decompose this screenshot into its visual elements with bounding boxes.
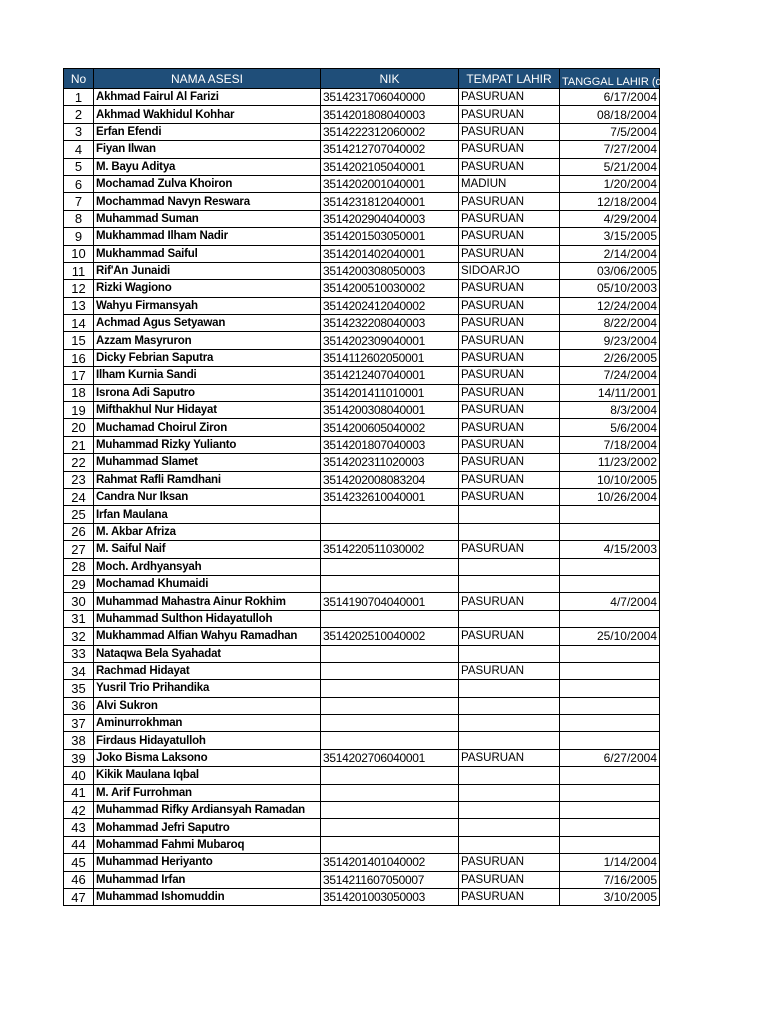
- table-row: [64, 123, 660, 140]
- cell-date: 5/6/2004: [560, 419, 660, 436]
- cell-no: 36: [64, 697, 94, 714]
- cell-name: Mukhammad Saiful: [94, 245, 321, 262]
- cell-place: [459, 715, 560, 732]
- cell-place: PASURUAN: [459, 402, 560, 419]
- cell-date: [560, 767, 660, 784]
- cell-nik: 3514201503050001: [321, 228, 459, 245]
- cell-name: Mohammad Fahmi Mubaroq: [94, 836, 321, 853]
- cell-no: 15: [64, 332, 94, 349]
- cell-no: 26: [64, 523, 94, 540]
- cell-no: 35: [64, 680, 94, 697]
- cell-date: [560, 662, 660, 679]
- header-date: TANGGAL LAHIR (dd/mm/yyyy): [560, 69, 660, 89]
- table-row: [64, 106, 660, 123]
- cell-nik: [321, 819, 459, 836]
- cell-date: [560, 523, 660, 540]
- cell-date: [560, 575, 660, 592]
- cell-date: 3/10/2005: [560, 888, 660, 905]
- cell-date: 4/7/2004: [560, 593, 660, 610]
- cell-place: PASURUAN: [459, 193, 560, 210]
- cell-place: PASURUAN: [459, 854, 560, 871]
- cell-no: 31: [64, 610, 94, 627]
- cell-place: PASURUAN: [459, 662, 560, 679]
- cell-no: 8: [64, 210, 94, 227]
- cell-place: PASURUAN: [459, 541, 560, 558]
- cell-place: PASURUAN: [459, 384, 560, 401]
- cell-date: 3/15/2005: [560, 228, 660, 245]
- cell-date: 11/23/2002: [560, 454, 660, 471]
- table-row: [64, 471, 660, 488]
- table-row: [64, 558, 660, 575]
- table-row: [64, 262, 660, 279]
- cell-no: 29: [64, 575, 94, 592]
- cell-name: Dicky Febrian Saputra: [94, 349, 321, 366]
- cell-nik: 3514212407040001: [321, 367, 459, 384]
- cell-no: 20: [64, 419, 94, 436]
- cell-name: Muhammad Irfan: [94, 871, 321, 888]
- cell-place: PASURUAN: [459, 280, 560, 297]
- cell-no: 5: [64, 158, 94, 175]
- cell-no: 7: [64, 193, 94, 210]
- cell-place: PASURUAN: [459, 749, 560, 766]
- cell-date: 7/24/2004: [560, 367, 660, 384]
- cell-name: Achmad Agus Setyawan: [94, 315, 321, 332]
- cell-nik: 3514202309040001: [321, 332, 459, 349]
- cell-name: Wahyu Firmansyah: [94, 297, 321, 314]
- cell-no: 33: [64, 645, 94, 662]
- cell-place: PASURUAN: [459, 454, 560, 471]
- cell-place: [459, 697, 560, 714]
- cell-place: PASURUAN: [459, 106, 560, 123]
- cell-no: 12: [64, 280, 94, 297]
- cell-nik: [321, 645, 459, 662]
- cell-date: [560, 558, 660, 575]
- cell-name: Mochammad Navyn Reswara: [94, 193, 321, 210]
- table-row: [64, 854, 660, 871]
- table-row: [64, 315, 660, 332]
- cell-date: 05/10/2003: [560, 280, 660, 297]
- cell-name: Yusril Trio Prihandika: [94, 680, 321, 697]
- cell-name: M. Saiful Naif: [94, 541, 321, 558]
- cell-date: 14/11/2001: [560, 384, 660, 401]
- cell-date: 4/15/2003: [560, 541, 660, 558]
- cell-place: PASURUAN: [459, 123, 560, 140]
- cell-place: PASURUAN: [459, 315, 560, 332]
- cell-date: 08/18/2004: [560, 106, 660, 123]
- table-row: [64, 384, 660, 401]
- cell-place: PASURUAN: [459, 871, 560, 888]
- cell-no: 25: [64, 506, 94, 523]
- cell-no: 4: [64, 141, 94, 158]
- cell-name: Akhmad Fairul Al Farizi: [94, 89, 321, 106]
- cell-no: 18: [64, 384, 94, 401]
- cell-no: 41: [64, 784, 94, 801]
- cell-place: [459, 610, 560, 627]
- cell-no: 30: [64, 593, 94, 610]
- cell-date: 8/22/2004: [560, 315, 660, 332]
- cell-place: PASURUAN: [459, 158, 560, 175]
- table-row: [64, 680, 660, 697]
- cell-date: [560, 680, 660, 697]
- cell-nik: 3514201003050003: [321, 888, 459, 905]
- cell-no: 32: [64, 628, 94, 645]
- cell-date: 6/17/2004: [560, 89, 660, 106]
- cell-nik: [321, 558, 459, 575]
- cell-date: 7/27/2004: [560, 141, 660, 158]
- cell-name: M. Akbar Afriza: [94, 523, 321, 540]
- cell-place: PASURUAN: [459, 210, 560, 227]
- cell-name: Muhammad Suman: [94, 210, 321, 227]
- cell-no: 14: [64, 315, 94, 332]
- cell-nik: 3514201808040003: [321, 106, 459, 123]
- table-row: [64, 506, 660, 523]
- cell-date: [560, 697, 660, 714]
- cell-name: Rahmat Rafli Ramdhani: [94, 471, 321, 488]
- table-row: [64, 141, 660, 158]
- cell-nik: 3514231812040001: [321, 193, 459, 210]
- cell-place: PASURUAN: [459, 349, 560, 366]
- cell-date: [560, 506, 660, 523]
- cell-no: 37: [64, 715, 94, 732]
- cell-name: Fiyan Ilwan: [94, 141, 321, 158]
- table-row: [64, 488, 660, 505]
- cell-nik: 3514202311020003: [321, 454, 459, 471]
- cell-date: 10/26/2004: [560, 488, 660, 505]
- cell-date: 12/24/2004: [560, 297, 660, 314]
- table-body: [64, 89, 660, 906]
- table-row: [64, 593, 660, 610]
- cell-nik: 3514201401040002: [321, 854, 459, 871]
- cell-no: 28: [64, 558, 94, 575]
- cell-nik: 3514232208040003: [321, 315, 459, 332]
- cell-name: Mohammad Jefri Saputro: [94, 819, 321, 836]
- cell-place: PASURUAN: [459, 228, 560, 245]
- cell-name: Muhammad Rizky Yulianto: [94, 436, 321, 453]
- cell-nik: [321, 506, 459, 523]
- cell-date: [560, 784, 660, 801]
- cell-date: [560, 802, 660, 819]
- table-row: [64, 888, 660, 905]
- cell-name: Mochamad Zulva Khoiron: [94, 175, 321, 192]
- table-row: [64, 228, 660, 245]
- cell-nik: [321, 784, 459, 801]
- cell-no: 13: [64, 297, 94, 314]
- cell-date: 5/21/2004: [560, 158, 660, 175]
- cell-no: 45: [64, 854, 94, 871]
- cell-no: 10: [64, 245, 94, 262]
- cell-no: 6: [64, 175, 94, 192]
- cell-nik: 3514202706040001: [321, 749, 459, 766]
- cell-no: 21: [64, 436, 94, 453]
- table-row: [64, 715, 660, 732]
- cell-name: Mukhammad Ilham Nadir: [94, 228, 321, 245]
- cell-name: Rachmad Hidayat: [94, 662, 321, 679]
- cell-nik: [321, 802, 459, 819]
- table-row: [64, 628, 660, 645]
- cell-no: 39: [64, 749, 94, 766]
- cell-place: PASURUAN: [459, 593, 560, 610]
- cell-no: 17: [64, 367, 94, 384]
- cell-place: PASURUAN: [459, 89, 560, 106]
- cell-date: 7/5/2004: [560, 123, 660, 140]
- cell-place: [459, 506, 560, 523]
- cell-no: 24: [64, 488, 94, 505]
- cell-place: [459, 732, 560, 749]
- cell-date: 7/16/2005: [560, 871, 660, 888]
- cell-date: 03/06/2005: [560, 262, 660, 279]
- cell-no: 23: [64, 471, 94, 488]
- cell-name: Muhammad Ishomuddin: [94, 888, 321, 905]
- header-place: TEMPAT LAHIR: [459, 69, 560, 89]
- cell-name: Akhmad Wakhidul Kohhar: [94, 106, 321, 123]
- cell-nik: 3514211607050007: [321, 871, 459, 888]
- table-row: [64, 645, 660, 662]
- cell-name: Alvi Sukron: [94, 697, 321, 714]
- cell-date: 7/18/2004: [560, 436, 660, 453]
- cell-name: Isrona Adi Saputro: [94, 384, 321, 401]
- table-row: [64, 245, 660, 262]
- cell-name: Nataqwa Bela Syahadat: [94, 645, 321, 662]
- cell-place: PASURUAN: [459, 419, 560, 436]
- cell-no: 34: [64, 662, 94, 679]
- table-row: [64, 871, 660, 888]
- cell-nik: [321, 836, 459, 853]
- cell-no: 19: [64, 402, 94, 419]
- cell-place: PASURUAN: [459, 888, 560, 905]
- table-row: [64, 767, 660, 784]
- header-row: [64, 69, 660, 89]
- cell-no: 16: [64, 349, 94, 366]
- cell-nik: 3514200308040001: [321, 402, 459, 419]
- cell-nik: 3514212707040002: [321, 141, 459, 158]
- cell-place: [459, 767, 560, 784]
- cell-place: [459, 784, 560, 801]
- table-row: [64, 541, 660, 558]
- header-no: No: [64, 69, 94, 89]
- cell-nik: [321, 662, 459, 679]
- cell-no: 38: [64, 732, 94, 749]
- cell-place: SIDOARJO: [459, 262, 560, 279]
- cell-no: 22: [64, 454, 94, 471]
- cell-name: Mukhammad Alfian Wahyu Ramadhan: [94, 628, 321, 645]
- table-row: [64, 89, 660, 106]
- cell-nik: 3514112602050001: [321, 349, 459, 366]
- cell-name: Rizki Wagiono: [94, 280, 321, 297]
- cell-nik: 3514232610040001: [321, 488, 459, 505]
- table-row: [64, 436, 660, 453]
- cell-no: 44: [64, 836, 94, 853]
- table-row: [64, 193, 660, 210]
- cell-date: 1/20/2004: [560, 175, 660, 192]
- table-row: [64, 297, 660, 314]
- cell-name: Mifthakhul Nur Hidayat: [94, 402, 321, 419]
- cell-date: [560, 715, 660, 732]
- cell-date: 12/18/2004: [560, 193, 660, 210]
- table-row: [64, 158, 660, 175]
- cell-name: Rif'An Junaidi: [94, 262, 321, 279]
- cell-name: Mochamad Khumaidi: [94, 575, 321, 592]
- cell-nik: 3514202008083204: [321, 471, 459, 488]
- cell-name: Muhammad Mahastra Ainur Rokhim: [94, 593, 321, 610]
- cell-place: [459, 836, 560, 853]
- cell-nik: 3514202412040002: [321, 297, 459, 314]
- cell-no: 3: [64, 123, 94, 140]
- cell-place: PASURUAN: [459, 367, 560, 384]
- cell-no: 46: [64, 871, 94, 888]
- cell-name: Azzam Masyruron: [94, 332, 321, 349]
- cell-name: Ilham Kurnia Sandi: [94, 367, 321, 384]
- cell-no: 9: [64, 228, 94, 245]
- table-row: [64, 610, 660, 627]
- cell-nik: 3514201411010001: [321, 384, 459, 401]
- cell-date: 25/10/2004: [560, 628, 660, 645]
- cell-name: Joko Bisma Laksono: [94, 749, 321, 766]
- cell-name: Muchamad Choirul Ziron: [94, 419, 321, 436]
- cell-date: 1/14/2004: [560, 854, 660, 871]
- cell-no: 42: [64, 802, 94, 819]
- cell-no: 1: [64, 89, 94, 106]
- cell-place: [459, 802, 560, 819]
- cell-nik: [321, 767, 459, 784]
- cell-date: 10/10/2005: [560, 471, 660, 488]
- header-nik: NIK: [321, 69, 459, 89]
- cell-name: Candra Nur Iksan: [94, 488, 321, 505]
- cell-name: Muhammad Heriyanto: [94, 854, 321, 871]
- cell-date: 6/27/2004: [560, 749, 660, 766]
- cell-place: PASURUAN: [459, 297, 560, 314]
- cell-place: MADIUN: [459, 175, 560, 192]
- table-row: [64, 732, 660, 749]
- cell-name: M. Bayu Aditya: [94, 158, 321, 175]
- cell-place: [459, 575, 560, 592]
- cell-name: Aminurrokhman: [94, 715, 321, 732]
- cell-nik: 3514202904040003: [321, 210, 459, 227]
- table-row: [64, 802, 660, 819]
- cell-place: PASURUAN: [459, 141, 560, 158]
- participant-table: [63, 68, 718, 906]
- table-row: [64, 402, 660, 419]
- table-row: [64, 697, 660, 714]
- cell-name: Moch. Ardhyansyah: [94, 558, 321, 575]
- cell-place: PASURUAN: [459, 245, 560, 262]
- cell-place: PASURUAN: [459, 332, 560, 349]
- cell-date: [560, 645, 660, 662]
- cell-no: 27: [64, 541, 94, 558]
- cell-no: 43: [64, 819, 94, 836]
- cell-place: [459, 558, 560, 575]
- cell-nik: 3514200510030002: [321, 280, 459, 297]
- table-row: [64, 662, 660, 679]
- cell-nik: [321, 523, 459, 540]
- cell-nik: 3514200308050003: [321, 262, 459, 279]
- cell-date: [560, 819, 660, 836]
- cell-place: PASURUAN: [459, 628, 560, 645]
- table-row: [64, 419, 660, 436]
- cell-place: [459, 819, 560, 836]
- cell-date: 8/3/2004: [560, 402, 660, 419]
- cell-nik: 3514202510040002: [321, 628, 459, 645]
- table-row: [64, 575, 660, 592]
- cell-date: 4/29/2004: [560, 210, 660, 227]
- table-row: [64, 349, 660, 366]
- cell-name: Kikik Maulana Iqbal: [94, 767, 321, 784]
- cell-name: Erfan Efendi: [94, 123, 321, 140]
- cell-date: [560, 836, 660, 853]
- cell-place: [459, 523, 560, 540]
- table-row: [64, 210, 660, 227]
- cell-name: Muhammad Rifky Ardiansyah Ramadan: [94, 802, 321, 819]
- cell-nik: [321, 697, 459, 714]
- cell-nik: 3514220511030002: [321, 541, 459, 558]
- cell-date: [560, 610, 660, 627]
- cell-name: Irfan Maulana: [94, 506, 321, 523]
- cell-nik: [321, 575, 459, 592]
- cell-name: Firdaus Hidayatulloh: [94, 732, 321, 749]
- cell-nik: 3514190704040001: [321, 593, 459, 610]
- cell-no: 47: [64, 888, 94, 905]
- cell-nik: 3514222312060002: [321, 123, 459, 140]
- table-row: [64, 332, 660, 349]
- table-row: [64, 749, 660, 766]
- header-name: NAMA ASESI: [94, 69, 321, 89]
- table-row: [64, 784, 660, 801]
- cell-no: 40: [64, 767, 94, 784]
- cell-nik: 3514202001040001: [321, 175, 459, 192]
- cell-date: [560, 732, 660, 749]
- table-row: [64, 523, 660, 540]
- cell-nik: 3514202105040001: [321, 158, 459, 175]
- cell-nik: 3514201402040001: [321, 245, 459, 262]
- cell-name: M. Arif Furrohman: [94, 784, 321, 801]
- cell-nik: 3514201807040003: [321, 436, 459, 453]
- cell-no: 11: [64, 262, 94, 279]
- table-row: [64, 175, 660, 192]
- cell-place: PASURUAN: [459, 488, 560, 505]
- cell-date: 2/26/2005: [560, 349, 660, 366]
- cell-name: Muhammad Sulthon Hidayatulloh: [94, 610, 321, 627]
- cell-nik: 3514200605040002: [321, 419, 459, 436]
- table-row: [64, 280, 660, 297]
- cell-nik: [321, 715, 459, 732]
- cell-nik: [321, 732, 459, 749]
- table-row: [64, 836, 660, 853]
- cell-nik: [321, 680, 459, 697]
- cell-date: 9/23/2004: [560, 332, 660, 349]
- cell-nik: 3514231706040000: [321, 89, 459, 106]
- cell-date: 2/14/2004: [560, 245, 660, 262]
- cell-place: [459, 680, 560, 697]
- cell-place: PASURUAN: [459, 436, 560, 453]
- cell-place: PASURUAN: [459, 471, 560, 488]
- cell-nik: [321, 610, 459, 627]
- table-row: [64, 367, 660, 384]
- cell-place: [459, 645, 560, 662]
- cell-no: 2: [64, 106, 94, 123]
- table-row: [64, 819, 660, 836]
- table-row: [64, 454, 660, 471]
- cell-name: Muhammad Slamet: [94, 454, 321, 471]
